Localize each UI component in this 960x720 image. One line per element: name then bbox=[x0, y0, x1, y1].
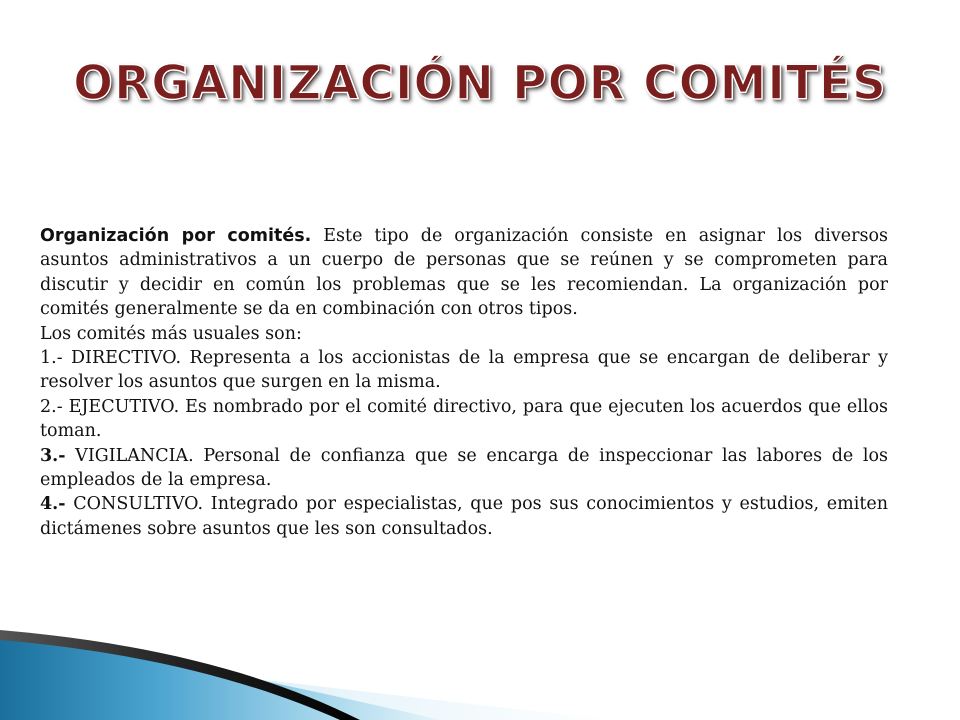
item-text: EJECUTIVO. Es nombrado por el comité directivo, para que ejecuten los acuerdos que ellos toman. bbox=[40, 396, 888, 442]
slide-title: ORGANIZACIÓN POR COMITÉS bbox=[73, 56, 887, 111]
list-item-vigilancia bbox=[40, 444, 888, 493]
intro-paragraph bbox=[40, 224, 888, 322]
slide-body bbox=[40, 224, 888, 541]
list-item-ejecutivo bbox=[40, 395, 888, 444]
corner-swoosh-decoration bbox=[0, 600, 960, 720]
item-number: 1.- bbox=[40, 348, 63, 369]
item-text: CONSULTIVO. Integrado por especialistas, que pos sus conocimientos y estudios, emiten dictámenes sobre asuntos que les son consultados. bbox=[40, 494, 888, 539]
list-item-consultivo bbox=[40, 492, 888, 541]
item-text: VIGILANCIA. Personal de confianza que se encarga de inspeccionar las labores de los empleados de la empresa. bbox=[40, 445, 888, 491]
item-text: DIRECTIVO. Representa a los accionistas de la empresa que se encargan de deliberar y resolver los asuntos que surgen en la misma. bbox=[40, 348, 888, 393]
item-number: 2.- bbox=[40, 396, 63, 417]
item-number: 4.- bbox=[40, 494, 66, 515]
list-item-directivo bbox=[40, 346, 888, 395]
intro-lead: Organización por comités. bbox=[40, 226, 312, 246]
intro-text: Este tipo de organización consiste en asignar los diversos asuntos administrativos a un cuerpo de personas que se reúnen y se comprometen para discutir y decidir en común los problemas que se les recomiendan. La organización por comités generalmente se da en combinación con otros tipos. bbox=[40, 226, 888, 320]
item-number: 3.- bbox=[40, 445, 66, 466]
list-subheading: Los comités más usuales son: bbox=[40, 323, 302, 344]
